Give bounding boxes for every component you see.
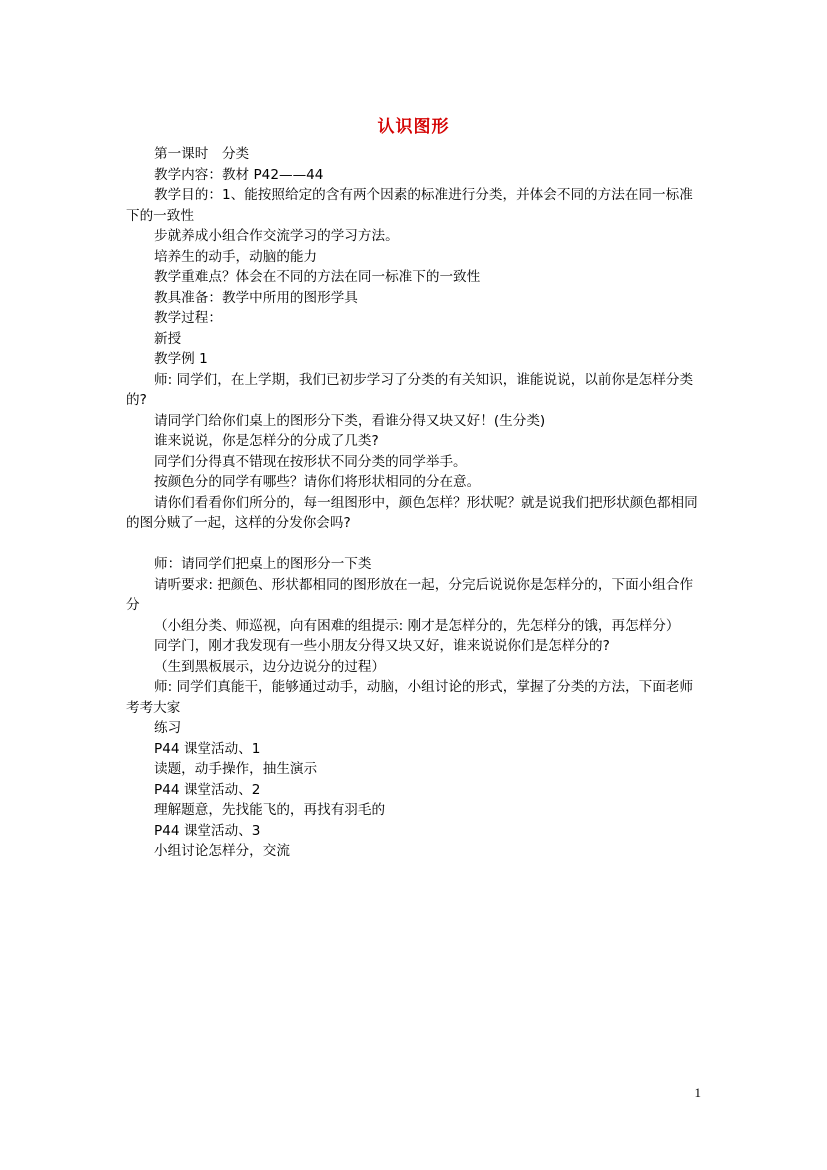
paragraph-practice: 练习 (154, 720, 182, 736)
paragraph-activity-3-desc: 小组讨论怎样分，交流 (154, 843, 290, 859)
paragraph-by-shape: 同学们分得真不错现在按形状不同分类的同学举手。 (154, 453, 467, 470)
paragraph-teacher-2: 师：请同学们把桌上的图形分一下类 (154, 556, 372, 572)
paragraph-teacher-1: 师: 同学们，在上学期，我们已初步学习了分类的有关知识，谁能说说，以前你是怎样分类的? (126, 371, 694, 408)
paragraph-by-color: 按颜色分的同学有哪些？请你们将形状相同的分在意。 (154, 474, 481, 490)
paragraph-blackboard: （生到黑板展示，边分边说分的过程） (154, 658, 386, 675)
paragraph-requirement: 请听要求: 把颜色、形状都相同的图形放在一起，分完后说说你是怎样分的，下面小组合作分 (126, 576, 694, 613)
page-number: 1 (694, 1085, 701, 1100)
paragraph-discover: 同学门，刚才我发现有一些小朋友分得又块又好，谁来说说你们是怎样分的? (154, 638, 610, 654)
paragraph-example: 教学例 1 (154, 351, 208, 367)
document-body (126, 144, 706, 862)
paragraph-lesson: 第一课时 分类 (154, 146, 250, 162)
paragraph-activity-3: P44 课堂活动、3 (154, 822, 261, 839)
paragraph-materials: 教具准备：教学中所用的图形学具 (154, 289, 358, 306)
paragraph-objective-2: 步就养成小组合作交流学习的学习方法。 (154, 228, 399, 244)
paragraph-objective: 教学目的：1、能按照给定的含有两个因素的标准进行分类，并体会不同的方法在同一标准下的一致性 (126, 187, 693, 224)
paragraph-teacher-3: 师: 同学们真能干，能够通过动手，动脑，小组讨论的形式，掌握了分类的方法，下面老师考考大家 (126, 679, 694, 716)
paragraph-activity-2: P44 课堂活动、2 (154, 781, 261, 798)
paragraph-content: 教学内容：教材 P42——44 (154, 166, 324, 183)
paragraph-activity-1-desc: 读题，动手操作，抽生演示 (154, 761, 318, 777)
document-title: 认识图形 (377, 117, 450, 137)
paragraph-new-lesson: 新授 (154, 330, 182, 347)
paragraph-activity-2-desc: 理解题意，先找能飞的，再找有羽毛的 (154, 802, 386, 818)
blank-line (126, 534, 706, 555)
paragraph-group-work: （小组分类、师巡视，向有困难的组提示: 刚才是怎样分的，先怎样分的饿，再怎样分） (154, 617, 680, 634)
paragraph-objective-3: 培养生的动手，动脑的能力 (154, 248, 318, 265)
paragraph-process: 教学过程： (154, 310, 222, 326)
paragraph-classify: 请同学门给你们桌上的图形分下类，看谁分得又块又好！(生分类) (154, 412, 546, 429)
paragraph-activity-1: P44 课堂活动、1 (154, 740, 261, 757)
paragraph-look: 请你们看看你们所分的，每一组图形中，颜色怎样？形状呢？就是说我们把形状颜色都相同的图分贼了一起，这样的分发你会吗? (126, 494, 698, 531)
paragraph-key-points: 教学重难点？体会在不同的方法在同一标准下的一致性 (154, 269, 481, 285)
paragraph-who-says: 谁来说说，你是怎样分的分成了几类? (154, 433, 379, 449)
